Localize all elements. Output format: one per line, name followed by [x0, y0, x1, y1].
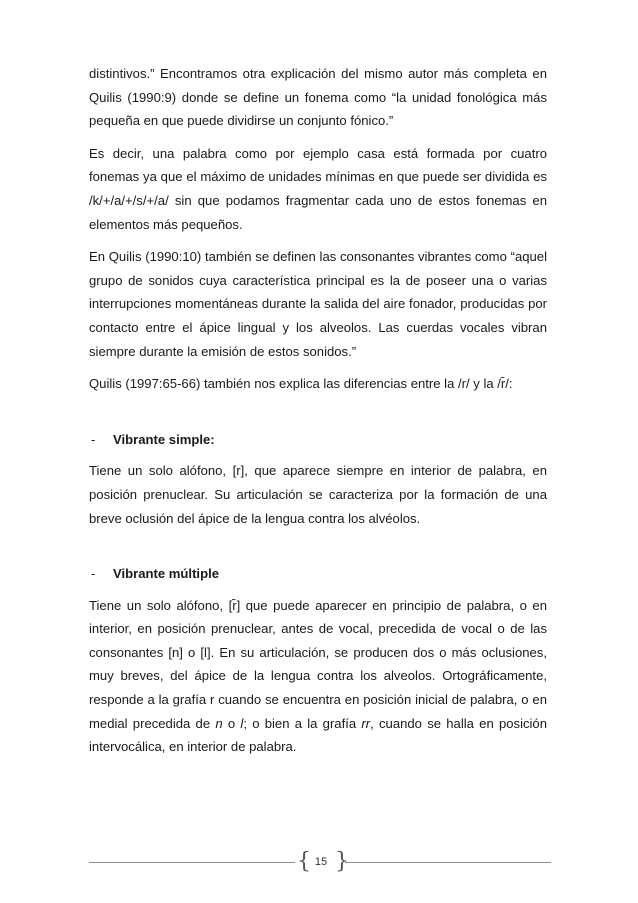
- text-run: ; o bien a la grafía: [243, 715, 362, 731]
- page-footer: [89, 848, 551, 878]
- list-dash: -: [91, 566, 96, 582]
- text-run: o: [222, 715, 241, 731]
- italic-rr: rr: [361, 715, 371, 731]
- paragraph-vibrante-simple: Tiene un solo alófono, [r], que aparece siempre en interior de palabra, en posición prenuclear. Su articulación se caracteriza por la formación de una breve oclusión del ápice de la lengua contra los alvéolos.: [89, 463, 547, 526]
- heading-vibrante-multiple: [89, 562, 547, 586]
- text-run: , cuando se halla en posición intervocálica, en interior de palabra.: [89, 715, 547, 755]
- heading-vibrante-simple: [89, 428, 547, 452]
- paragraph-vibrantes-definition: En Quilis (1990:10) también se definen las consonantes vibrantes como “aquel grupo de sonidos cuya característica principal es la de poseer una o varias interrupciones momentáneas durante la salida del aire fonador, producidas por contacto entre el ápice lingual y los alveolos. Las cuerdas vocales vibran siempre durante la emisión de estos sonidos.”: [89, 249, 547, 359]
- paragraph-quilis-differences: Quilis (1997:65-66) también nos explica las diferencias entre la /r/ y la /r̄/:: [89, 376, 513, 392]
- page-body: [89, 62, 547, 768]
- footer-bracket-right: }: [335, 849, 349, 874]
- list-dash: -: [91, 431, 96, 447]
- heading-vibrante-simple-label: Vibrante simple:: [113, 431, 215, 447]
- footer-rule-right: [345, 862, 551, 863]
- paragraph-vibrante-multiple: [89, 594, 547, 759]
- text-run: Tiene un solo alófono, [r̄] que puede aparecer en principio de palabra, o en interior, en posición prenuclear, antes de vocal, precedida de vocal o de las consonantes [n] o [l]. En su articulación, se producen dos o más oclusiones, muy breves, del ápice de la lengua contra los alveolos. Ortográficamente, responde a la grafía r cuando se encuentra en posición inicial de palabra, o en medial precedida de: [89, 597, 547, 731]
- italic-l: l: [240, 715, 244, 731]
- heading-vibrante-multiple-label: Vibrante múltiple: [113, 566, 219, 582]
- paragraph-fonema-definition: distintivos.” Encontramos otra explicación del mismo autor más completa en Quilis (1990:9) donde se define un fonema como “la unidad fonológica más pequeña en que puede dividirse un conjunto fónico.”: [89, 66, 547, 129]
- italic-n: n: [215, 715, 223, 731]
- footer-rule-left: [89, 862, 295, 863]
- page-number: 15: [314, 856, 328, 868]
- paragraph-casa-example: Es decir, una palabra como por ejemplo casa está formada por cuatro fonemas ya que el máximo de unidades mínimas en que puede ser dividida es /k/+/a/+/s/+/a/ sin que podamos fragmentar cada uno de estos fonemas en elementos más pequeños.: [89, 145, 547, 232]
- footer-bracket-left: {: [297, 849, 311, 874]
